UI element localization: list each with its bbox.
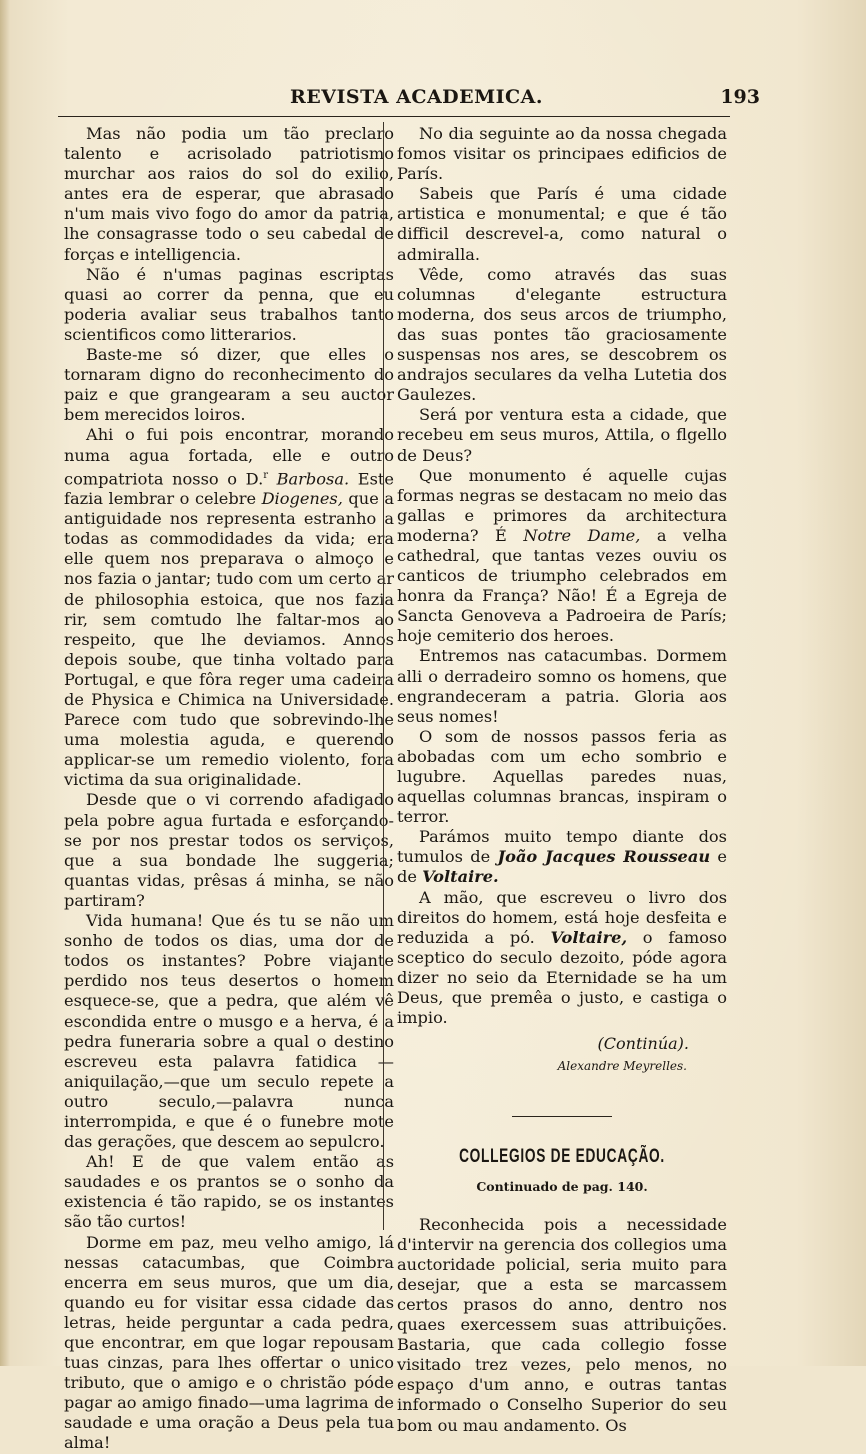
paragraph: Ah! E de que valem então as saudades e os prantos se o sonho da existencia é tão rapido, se os instantes são tão curtos! xyxy=(64,1152,394,1232)
text-run: Este fazia lembrar o celebre xyxy=(64,468,394,509)
paragraph: Não é n'umas paginas escriptas quasi ao correr da penna, que eu poderia avaliar seus trabalhos tanto scientificos como litterarios. xyxy=(64,264,394,344)
section-title: COLLEGIOS DE EDUCAÇÃO. xyxy=(459,1146,665,1168)
running-title: REVISTA ACADEMICA. xyxy=(290,86,544,108)
page-number: 193 xyxy=(720,86,760,108)
continua-row xyxy=(397,1034,727,1054)
paragraph: Vida humana! Que és tu se não um sonho de todos os dias, uma dor de todos os instantes? Pobre viajante perdido nos teus desertos o homem esquece-se, que a pedra, que além vê escondida entre o musgo e a herva, é a pedra funeraria sobre a qual o destino escreveu esta palavra fatidica — aniquilação,—que um seculo repete a outro seculo,—palavra nunca interrompida, e que é o funebre mote das gerações, que descem ao sepulcro. xyxy=(64,911,394,1152)
name-notre-dame: Notre Dame, xyxy=(523,525,641,545)
text-run: a velha cathedral, que tantas vezes ouviu os canticos de triumpho celebrados em honra da França? Não! É a Egreja de Sancta Genoveva a Padroeira de París; hoje cemiterio dos heroes. xyxy=(397,525,728,646)
text-run: Parámos muito tempo diante dos tumulos de xyxy=(397,827,727,867)
paragraph: Entremos nas catacumbas. Dormem alli o derradeiro somno os homens, que engrandeceram a patria. Gloria aos seus nomes! xyxy=(397,646,727,726)
paragraph: No dia seguinte ao da nossa chegada fomos visitar os principaes edificios de París. xyxy=(397,124,727,184)
paragraph-notre-dame xyxy=(397,466,727,647)
text-run: Que monumento é aquelle cujas formas negras se destacam no meio das gallas e primores da architectura moderna? É xyxy=(397,465,727,545)
paragraph-barbosa xyxy=(64,425,394,790)
text-run: que a antiguidade nos representa estranho a todas as commodidades da vida; era elle quem nos preparava o almoço e nos fazia o jantar; tudo com um certo ar de philosophia estoica, que nos fazia rir, sem comtudo lhe faltar-mos ao respeito, que lhe deviamos. Annos depois soube, que tinha voltado para Portugal, e que fôra reger uma cadeira de Physica e Chimica na Universidade. Parece com tudo que sobrevindo-lhe uma molestia aguda, e querendo applicar-se um remedio violento, fora victima da sua originalidade. xyxy=(64,489,394,790)
name-diogenes: Diogenes, xyxy=(261,489,343,509)
name-rousseau: João Jacques Rousseau xyxy=(497,847,711,867)
paragraph-voltaire xyxy=(397,888,727,1029)
text-run: o famoso sceptico do seculo dezoito, póde agora dizer no seio da Eternidade se ha um Deus, que premêa o justo, e castiga o impio. xyxy=(397,927,727,1028)
column-divider xyxy=(383,122,384,1230)
paragraph: Reconhecida pois a necessidade d'intervir na gerencia dos collegios uma auctoridade policial, seria muito para desejar, que a esta se marcassem certos prasos do anno, dentro nos quaes exercessem suas attribuições. Bastaria, que cada collegio fosse visitado trez vezes, pelo menos, no espaço d'um anno, e outras tantas informado o Conselho Superior do seu bom ou mau andamento. Os xyxy=(397,1214,727,1435)
paragraph: Sabeis que París é uma cidade artistica e monumental; e que é tão difficil descrevel-a, como natural o admiralla. xyxy=(397,184,727,264)
page-edge-shadow xyxy=(0,0,10,1366)
running-header xyxy=(60,86,760,114)
name-barbosa: Barbosa. xyxy=(276,468,350,488)
paragraph: Baste-me só dizer, que elles o tornaram digno do reconhecimento do paiz e que grangearam a seu auctor bem merecidos loiros. xyxy=(64,345,394,425)
name-voltaire: Voltaire. xyxy=(422,867,499,887)
superscript: r xyxy=(263,469,268,481)
continua-note: (Continúa). xyxy=(597,1034,689,1054)
paragraph-tumulos xyxy=(397,827,727,887)
paragraph: O som de nossos passos feria as abobadas com um echo sombrio e lugubre. Aquellas paredes nuas, aquellas columnas brancas, inspiram o terror. xyxy=(397,726,727,827)
paragraph: Mas não podia um tão preclaro talento e acrisolado patriotismo murchar aos raios do sol do exilio, antes era de esperar, que abrasado n'um mais vivo fogo do amor da patria, lhe consagrasse todo o seu cabedal de forças e intelligencia. xyxy=(64,124,394,264)
header-rule xyxy=(58,116,730,117)
left-column xyxy=(64,124,394,1454)
paragraph: Vêde, como através das suas columnas d'elegante estructura moderna, dos seus arcos de triumpho, das suas pontes tão graciosamente suspensas nos ares, se descobrem os andrajos seculares da velha Lutetia dos Gaulezes. xyxy=(397,264,727,405)
text-run: Ahi o fui pois encontrar, morando numa agua fortada, elle e outro compatriota nosso o D. xyxy=(64,425,394,488)
paragraph: Dorme em paz, meu velho amigo, lá nessas catacumbas, que Coimbra encerra em seus muros, que um dia, quando eu for visitar essa cidade das letras, heide perguntar a cada pedra, que encontrar, em que logar repousam tuas cinzas, para lhes offertar o unico tributo, que o amigo e o christão póde pagar ao amigo finado—uma lagrima de saudade e uma oração a Deus pela tua alma! xyxy=(64,1232,394,1453)
paragraph: Desde que o vi correndo afadigado pela pobre agua furtada e esforçando-se por nos prestar todos os serviços, que a sua bondade lhe suggeria; quantas vidas, prêsas á minha, se não partiram? xyxy=(64,790,394,910)
text-run: A mão, que escreveu o livro dos direitos do homem, está hoje desfeita e reduzida a pó. xyxy=(397,887,727,947)
right-column xyxy=(397,124,727,1436)
text-run: e de xyxy=(397,847,728,887)
author-signature: Alexandre Meyrelles. xyxy=(557,1059,687,1074)
section-subtitle: Continuado de pag. 140. xyxy=(476,1178,648,1194)
paragraph: Será por ventura esta a cidade, que recebeu em seus muros, Attila, o flgello de Deus? xyxy=(397,405,727,465)
name-voltaire: Voltaire, xyxy=(550,927,628,947)
text-run xyxy=(268,469,277,488)
section-rule xyxy=(512,1116,612,1117)
